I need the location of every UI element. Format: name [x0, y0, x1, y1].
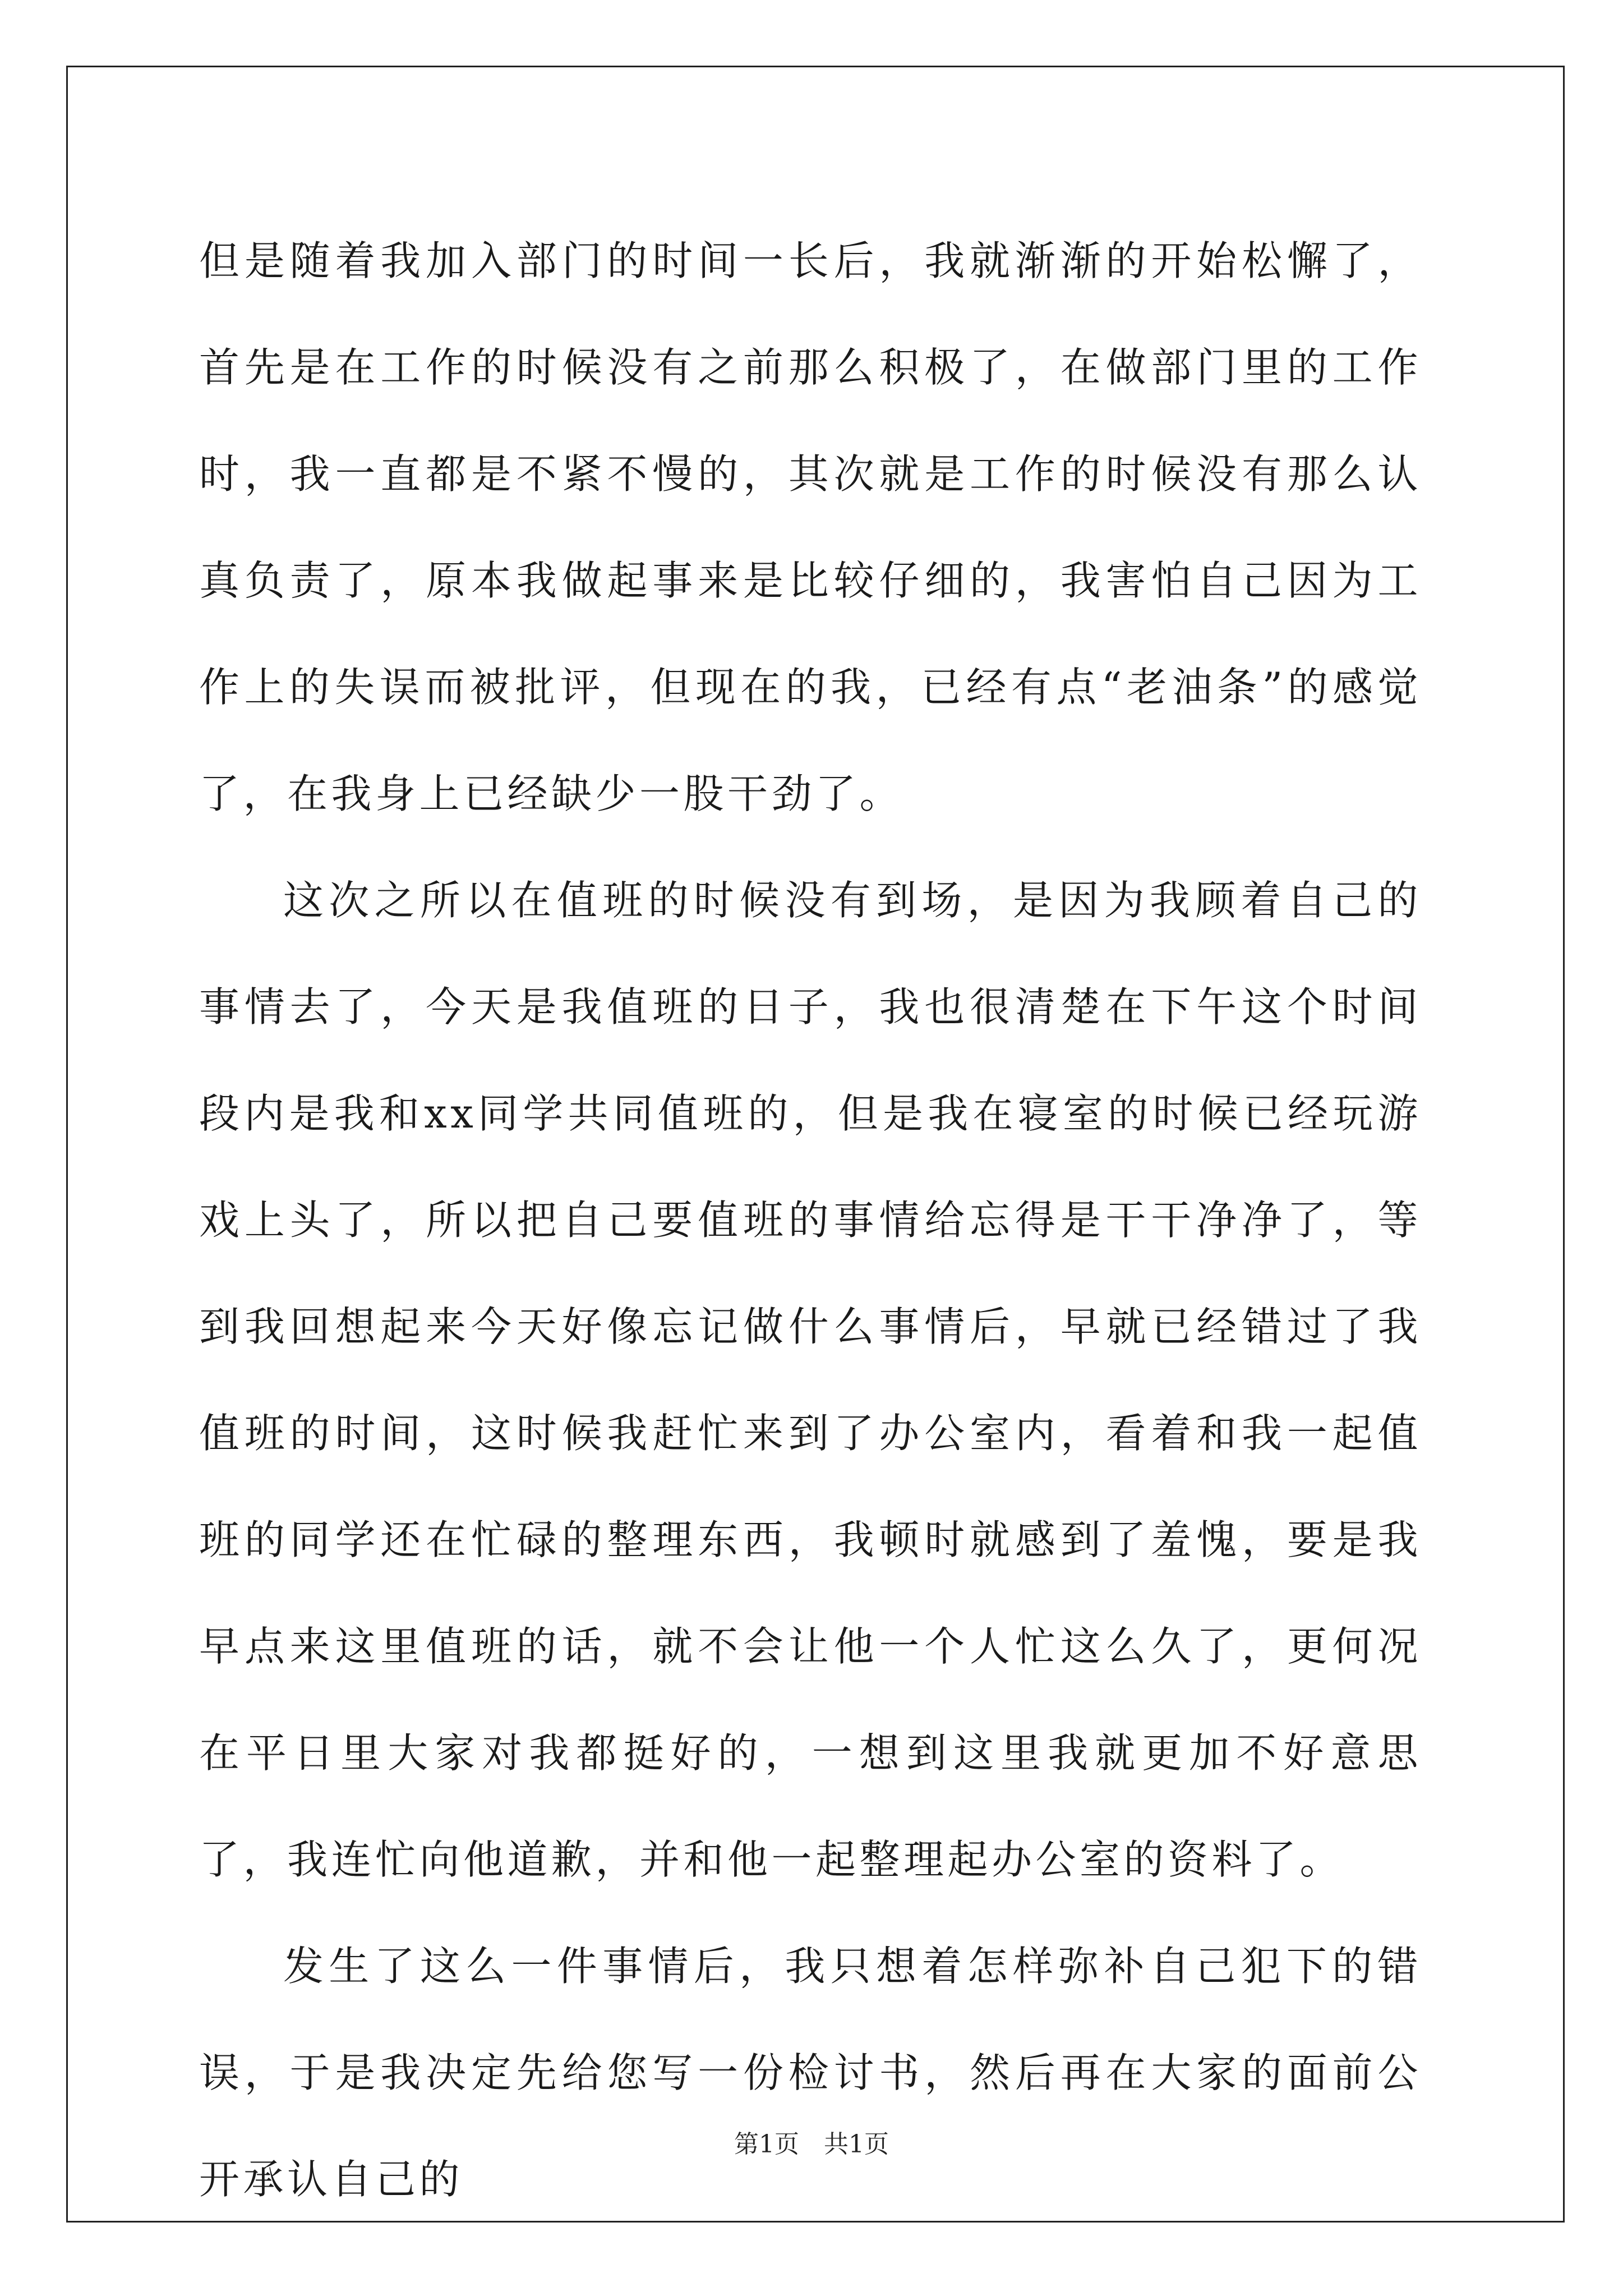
paragraph-1: 但是随着我加入部门的时间一长后，我就渐渐的开始松懈了，首先是在工作的时候没有之前那么积极了，在做部门里的工作时，我一直都是不紧不慢的，其次就是工作的时候没有那么认真负责了，原本我做起事来是比较仔细的，我害怕自己因为工作上的失误而被批评，但现在的我，已经有点“老油条”的感觉了，在我身上已经缺少一股干劲了。 [199, 237, 1422, 817]
page-footer [0, 2129, 1623, 2160]
document-body [199, 208, 1422, 2233]
paragraph-2: 这次之所以在值班的时候没有到场，是因为我顾着自己的事情去了，今天是我值班的日子，我也很清楚在下午这个时间段内是我和xx同学共同值班的，但是我在寝室的时候已经玩游戏上头了，所以把自己要值班的事情给忘得是干干净净了，等到我回想起来今天好像忘记做什么事情后，早就已经错过了我值班的时间，这时候我赶忙来到了办公室内，看着和我一起值班的同学还在忙碌的整理东西，我顿时就感到了羞愧，要是我早点来这里值班的话，就不会让他一个人忙这么久了，更何况在平日里大家对我都挺好的，一想到这里我就更加不好意思了，我连忙向他道歉，并和他一起整理起办公室的资料了。 [199, 877, 1422, 1883]
page-number-label: 第1页 共1页 [734, 2130, 889, 2159]
paragraph-3: 发生了这么一件事情后，我只想着怎样弥补自己犯下的错误，于是我决定先给您写一份检讨书，然后再在大家的面前公开承认自己的 [199, 1943, 1422, 2203]
